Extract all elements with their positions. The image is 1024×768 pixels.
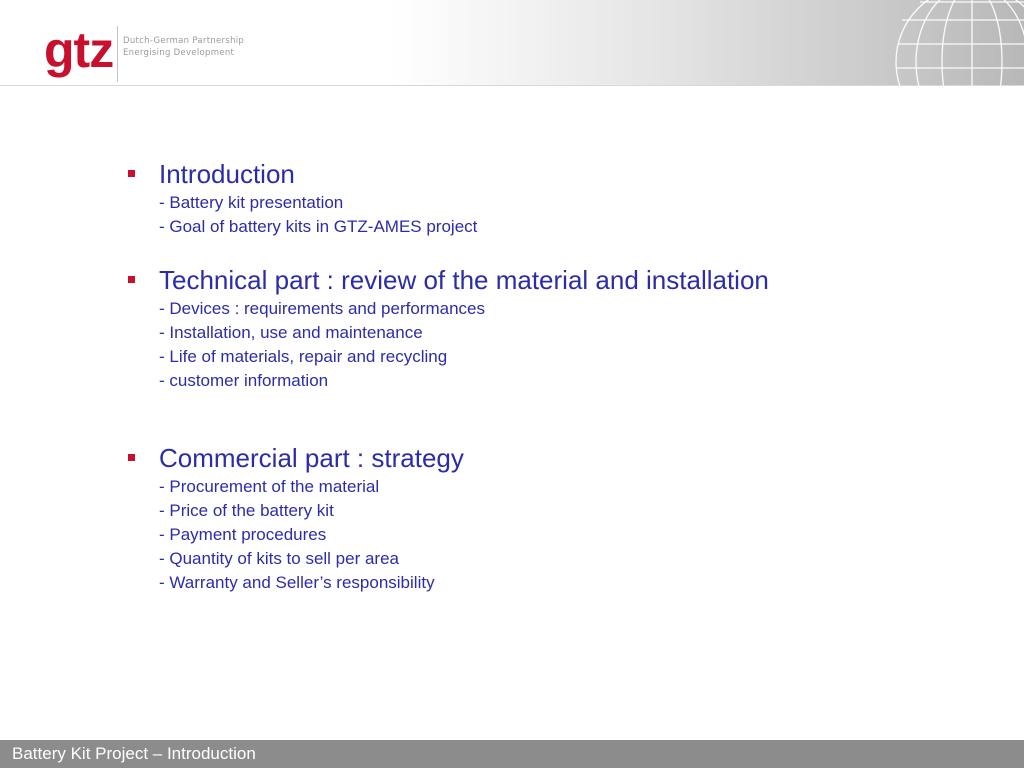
list-item: - Procurement of the material <box>159 477 380 496</box>
list-item: - Payment procedures <box>159 525 327 544</box>
list-item: - Quantity of kits to sell per area <box>159 549 399 568</box>
section-heading-technical: Technical part : review of the material and installation <box>159 265 769 295</box>
list-item: - Life of materials, repair and recycling <box>159 347 448 366</box>
footer-title: Battery Kit Project – Introduction <box>12 744 256 763</box>
list-item: - Goal of battery kits in GTZ-AMES project <box>159 217 478 236</box>
bullet-icon <box>128 170 135 177</box>
list-item: - Warranty and Seller’s responsibility <box>159 573 435 592</box>
list-item: - Installation, use and maintenance <box>159 323 423 342</box>
slide-footer <box>0 740 1024 768</box>
list-item: - Price of the battery kit <box>159 501 334 520</box>
tagline-line-2: Energising Development <box>123 48 235 58</box>
list-item: - Battery kit presentation <box>159 193 344 212</box>
gtz-logo: gtz <box>44 22 114 78</box>
section-heading-commercial: Commercial part : strategy <box>159 443 464 473</box>
list-item: - customer information <box>159 371 329 390</box>
list-item: - Devices : requirements and performances <box>159 299 485 318</box>
tagline-line-1: Dutch-German Partnership <box>123 36 245 46</box>
bullet-icon <box>128 276 135 283</box>
section-heading-introduction: Introduction <box>159 159 295 189</box>
bullet-icon <box>128 454 135 461</box>
